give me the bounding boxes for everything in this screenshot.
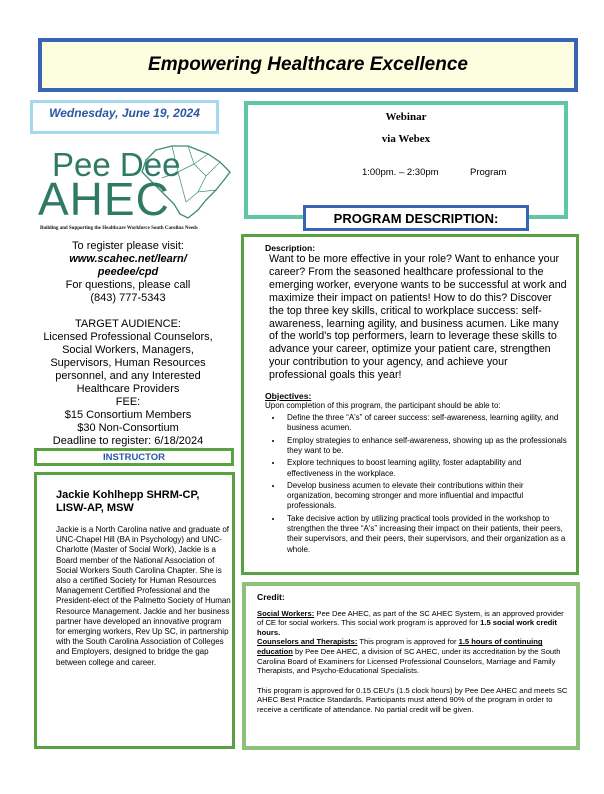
counselor-credit bbox=[257, 637, 568, 675]
register-intro: To register please visit: bbox=[72, 240, 184, 252]
description-text: Want to be more effective in your role? Want to enhance your career? From the seasoned healthcare professional to the emerging worker, everyone wants to be successful at work and maximize their impact on patients! How to do this? Discover the top three key skills, critical to workplace success: self-awareness, learning agility, and business acumen. Like many of the world's top performers, learn to leverage these skills to advance your career, optimize your patient care, strengthen your contribution to your agency, and achieve your professional goals this year! bbox=[269, 253, 567, 382]
instructor-name: Jackie Kohlhepp SHRM-CP, LISW-AP, MSW bbox=[56, 489, 200, 514]
event-date: Wednesday, June 19, 2024 bbox=[49, 106, 200, 120]
social-work-text: Pee Dee AHEC, as part of the SC AHEC System, is an approved provider of CE for social workers. This social work program is approved for bbox=[257, 608, 564, 628]
questions-text: For questions, please call bbox=[65, 279, 191, 291]
instructor-header bbox=[34, 448, 234, 466]
credit-box bbox=[242, 582, 580, 750]
webinar-type: Program bbox=[470, 167, 507, 178]
webinar-platform: via Webex bbox=[381, 133, 431, 145]
audience-label: TARGET AUDIENCE: bbox=[75, 318, 181, 330]
counselor-label: Counselors and Therapists: bbox=[257, 637, 358, 647]
credit-label: Credit: bbox=[257, 592, 285, 602]
program-description-title: PROGRAM DESCRIPTION: bbox=[333, 210, 499, 226]
webinar-box bbox=[244, 101, 568, 219]
objective-item: • Take decisive action by utilizing practical tools provided in the workshop to strengthen the three “A's” increasing their impact on their patients, their peers, their supervisors, and their peers, their supervisors, and their organization as a whole. bbox=[283, 514, 568, 555]
instructor-box bbox=[34, 472, 235, 749]
webinar-time: 1:00pm. – 2:30pm bbox=[362, 167, 439, 178]
fee-label: FEE: bbox=[115, 396, 141, 408]
program-description-header bbox=[303, 205, 529, 231]
date-box bbox=[30, 100, 219, 134]
objectives-intro: Upon completion of this program, the participant should be able to: bbox=[265, 401, 501, 411]
instructor-header-label: INSTRUCTOR bbox=[102, 451, 166, 463]
logo-text-pee-dee: Pee Dee bbox=[52, 146, 181, 183]
phone-number: (843) 777-5343 bbox=[90, 292, 166, 304]
program-description-box bbox=[241, 234, 579, 575]
title-banner bbox=[38, 38, 578, 92]
registration-deadline: Deadline to register: 6/18/2024 bbox=[52, 435, 204, 447]
webinar-format: Webinar bbox=[385, 111, 427, 123]
social-work-credit bbox=[257, 609, 568, 638]
instructor-bio: Jackie is a North Carolina native and graduate of UNC-Chapel Hill (BA in Psychology) and UNC-Charlotte (Master of Social Work), Jackie is a Board member of the National Association of Social Workers South Carolina Chapter. She is also a certified Society for Human Resources Management Certified Professional and the President-elect of the Palmetto Society of Human Resource Management. Jackie and her business partner have developed an innovative program for emerging workers, Rev Up SC, in partnership with the South Carolina Association of Colleges and Employers, designed to bridge the gap between college and career. bbox=[56, 525, 231, 667]
registration-info bbox=[30, 240, 226, 448]
objective-item: • Develop business acumen to elevate their contributions within their organization, becoming stronger and more influential and impactful professionals. bbox=[283, 481, 568, 512]
counselor-hours: 1.5 hours of continuing education bbox=[257, 637, 543, 656]
objective-item: • Define the three “A's” of career success: self-awareness, learning agility, and business acumen. bbox=[283, 413, 568, 434]
logo-tagline: Building and Supporting the Healthcare Workforce South Carolina Needs bbox=[40, 226, 198, 231]
objective-item: • Employ strategies to enhance self-awareness, showing up as the professionals they want to be. bbox=[283, 436, 568, 457]
counselor-text-1: This program is approved for bbox=[357, 637, 459, 647]
objectives-list bbox=[265, 413, 568, 555]
fee-consortium: $15 Consortium Members bbox=[64, 409, 192, 421]
page-title: Empowering Healthcare Excellence bbox=[148, 54, 468, 75]
audience-text: Licensed Professional Counselors, Social Workers, Managers, Supervisors, Human Resources personnel, and any Interested Healthcare Providers bbox=[43, 331, 213, 395]
fee-non-consortium: $30 Non-Consortium bbox=[77, 422, 179, 434]
counselor-text-2: by Pee Dee AHEC, a division of SC AHEC, under its accreditation by the South Carolina Board of Examiners for Licensed Professional Counselors, Marriage and Family Therapists, and Psycho-Educational Specialists. bbox=[257, 646, 561, 676]
objective-item: • Explore techniques to boost learning agility, foster adaptability and effectiveness in the workplace. bbox=[283, 458, 568, 479]
register-url-line2[interactable]: peedee/cpd bbox=[97, 266, 159, 278]
register-url-line1[interactable]: www.scahec.net/learn/ bbox=[69, 253, 187, 265]
logo-text-ahec: AHEC bbox=[38, 173, 170, 225]
social-work-label: Social Workers: bbox=[257, 608, 315, 618]
ceu-credit: This program is approved for 0.15 CEU's (1.5 clock hours) by Pee Dee AHEC and meets SC AHEC Best Practice Standards. Participants must attend 90% of the program in order to receive a certificate of attendance. No partial credit will be given. bbox=[257, 685, 568, 714]
description-label: Description: bbox=[265, 243, 316, 253]
objectives-label: Objectives: bbox=[265, 391, 312, 402]
social-work-hours: 1.5 social work credit hours. bbox=[257, 618, 557, 637]
